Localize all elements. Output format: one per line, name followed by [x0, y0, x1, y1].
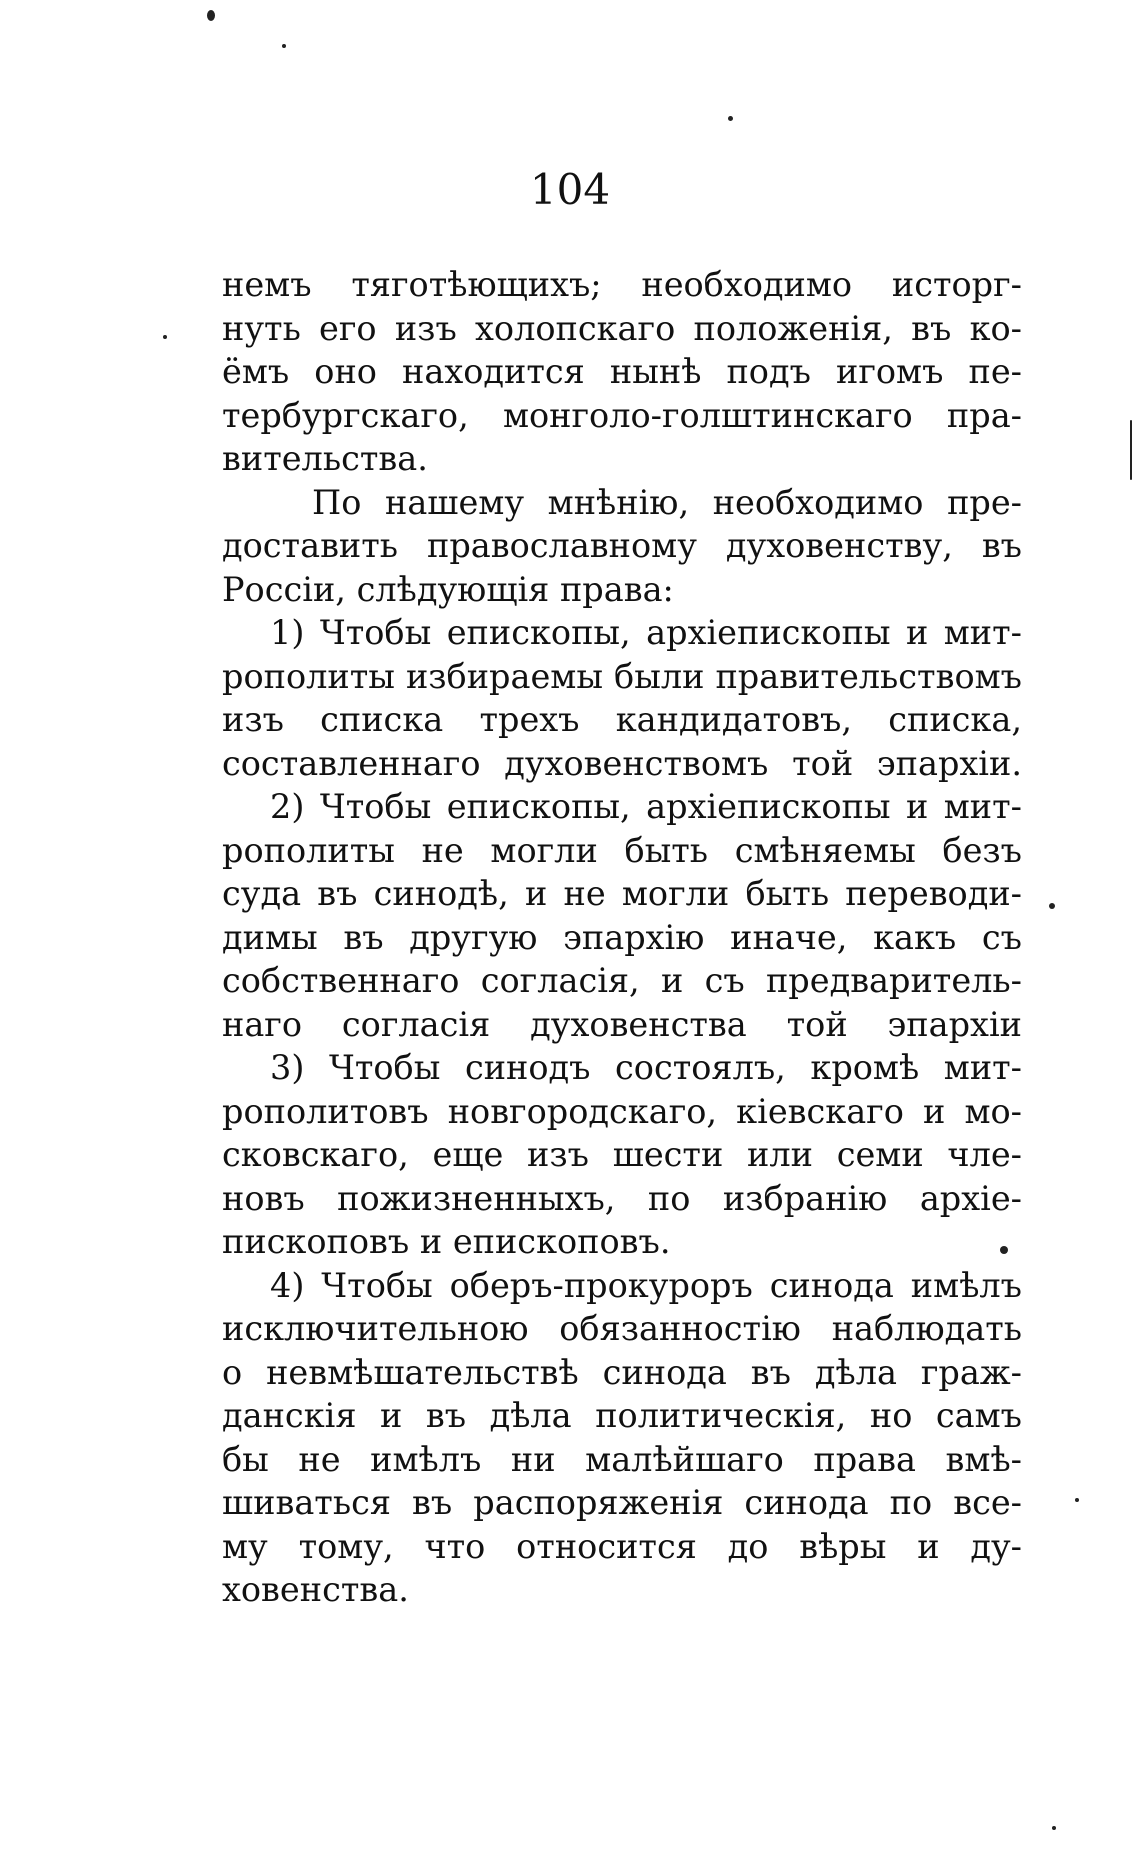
text-line: димы въ другую эпархію иначе, какъ съ: [222, 917, 1022, 957]
text-line: сковскаго, еще изъ шести или семи чле-: [222, 1135, 1022, 1174]
text-line: наго согласія духовенства той эпархіи: [222, 1004, 1022, 1044]
text-line: рополиты избираемы были правительствомъ: [222, 656, 1022, 696]
text-line: рополитовъ новгородскаго, кіевскаго и мо-: [222, 1091, 1022, 1131]
text-line: данскія и въ дѣла политическія, но самъ: [222, 1396, 1022, 1435]
text-line: нуть его изъ холопскаго положенія, въ ко-: [222, 308, 1022, 348]
text-line: о невмѣшательствѣ синода въ дѣла граж-: [222, 1352, 1022, 1392]
text-line: 2) Чтобы епископы, архіепископы и мит-: [270, 787, 1022, 826]
scan-speck: [1052, 1826, 1056, 1830]
text-line: вительства.: [222, 439, 428, 478]
text-line: изъ списка трехъ кандидатовъ, списка,: [222, 700, 1022, 739]
text-line: рополиты не могли быть смѣняемы безъ: [222, 830, 1022, 870]
text-line: новъ пожизненныхъ, по избранію архіе-: [222, 1178, 1022, 1218]
scan-speck: [1075, 1498, 1079, 1502]
scan-speck: [1130, 420, 1132, 480]
text-line: немъ тяготѣющихъ; необходимо исторг-: [222, 265, 1022, 304]
text-line: бы не имѣлъ ни малѣйшаго права вмѣ-: [222, 1439, 1022, 1479]
text-line: доставить православному духовенству, въ: [222, 526, 1022, 565]
scan-speck: [728, 116, 733, 121]
text-line: му тому, что относится до вѣры и ду-: [222, 1526, 1022, 1566]
scan-speck: [207, 10, 215, 21]
scan-speck: [1000, 1246, 1008, 1254]
text-line: исключительною обязанностію наблюдать: [222, 1309, 1022, 1348]
text-line: составленнаго духовенствомъ той эпархіи.: [222, 743, 1022, 783]
text-line: 4) Чтобы оберъ-прокуроръ синода имѣлъ: [270, 1265, 1022, 1305]
text-line: тербургскаго, монголо-голштинскаго пра-: [222, 395, 1022, 435]
text-line: 3) Чтобы синодъ состоялъ, кромѣ мит-: [270, 1048, 1022, 1087]
scan-speck: [1049, 903, 1055, 909]
text-line: ёмъ оно находится нынѣ подъ игомъ пе-: [222, 352, 1022, 391]
text-line: суда въ синодѣ, и не могли быть переводи-: [222, 874, 1022, 913]
text-line: шиваться въ распоряженія синода по все-: [222, 1483, 1022, 1522]
scan-speck: [282, 44, 286, 48]
scan-speck: [163, 335, 167, 339]
text-line: собственнаго согласія, и съ предваритель-: [222, 961, 1022, 1000]
text-line: 1) Чтобы епископы, архіепископы и мит-: [270, 613, 1022, 652]
text-line: ховенства.: [222, 1570, 409, 1609]
body-text: [222, 263, 1022, 1612]
text-line: пископовъ и епископовъ.: [222, 1222, 671, 1261]
text-line: Россіи, слѣдующія права:: [222, 569, 674, 609]
text-line: По нашему мнѣнію, необходимо пре-: [312, 482, 1022, 522]
page-number: 104: [529, 165, 611, 214]
